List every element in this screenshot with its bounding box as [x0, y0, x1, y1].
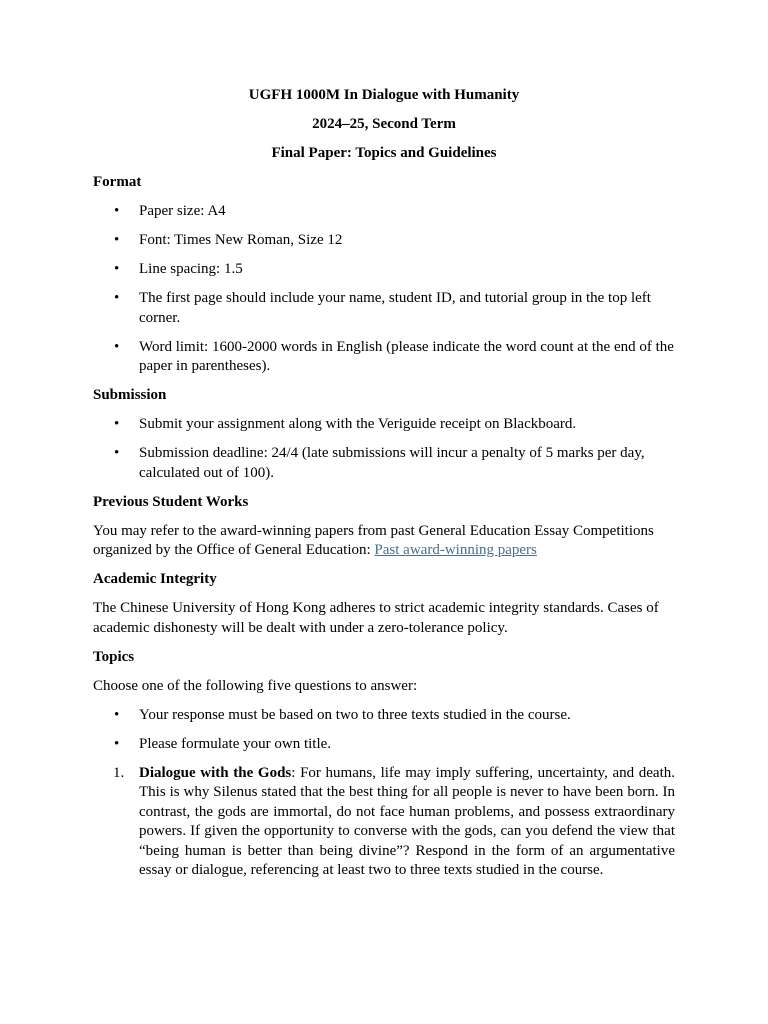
format-item: • Line spacing: 1.5	[93, 260, 675, 280]
topics-note: • Your response must be based on two to three texts studied in the course.	[93, 706, 675, 726]
format-list	[93, 202, 675, 377]
format-item: • Font: Times New Roman, Size 12	[93, 231, 675, 251]
academic-integrity-text: The Chinese University of Hong Kong adheres to strict academic integrity standards. Cases of academic dishonesty will be dealt with under a zero-tolerance policy.	[93, 600, 659, 636]
topics-heading: Topics	[93, 648, 135, 665]
questions-list	[93, 764, 675, 881]
course-title: UGFH 1000M In Dialogue with Humanity	[248, 87, 520, 103]
format-item: • Word limit: 1600-2000 words in English (please indicate the word count at the end of the paper in parentheses).	[93, 338, 675, 377]
question-body: : For humans, life may imply suffering, uncertainty, and death. This is why Silenus stated that the best thing for all people is never to have been born. In contrast, the gods are immortal, do not face human problems, and possess extraordinary powers. If given the opportunity to converse with the gods, can you defend the view that “being human is better than being divine”? Respond in the form of an argumentative essay or dialogue, referencing at least two to three texts studied in the course.	[139, 764, 675, 878]
submission-item: • Submission deadline: 24/4 (late submissions will incur a penalty of 5 marks per day, calculated out of 100).	[93, 444, 675, 483]
submission-list	[93, 415, 675, 483]
topics-notes-list	[93, 706, 675, 755]
submission-item: • Submit your assignment along with the Veriguide receipt on Blackboard.	[93, 415, 675, 435]
format-item: • Paper size: A4	[93, 202, 675, 222]
term-title: 2024–25, Second Term	[312, 116, 456, 132]
question-title: Dialogue with the Gods	[139, 764, 292, 781]
format-item: • The first page should include your name, student ID, and tutorial group in the top left corner.	[93, 289, 675, 328]
academic-integrity-heading: Academic Integrity	[93, 571, 217, 587]
topics-note: • Please formulate your own title.	[93, 735, 675, 755]
previous-works-text: You may refer to the award-winning papers from past General Education Essay Competitions organized by the Office of General Education:	[93, 522, 654, 558]
format-heading: Format	[93, 174, 142, 190]
paper-title: Final Paper: Topics and Guidelines	[271, 145, 497, 161]
award-winning-papers-link[interactable]: Past award-winning papers	[374, 542, 537, 558]
previous-works-paragraph	[93, 522, 675, 561]
topics-intro: Choose one of the following five questions to answer:	[93, 677, 418, 694]
question-item	[93, 764, 675, 881]
submission-heading: Submission	[93, 387, 167, 403]
previous-works-heading: Previous Student Works	[93, 493, 249, 510]
document-page	[93, 86, 675, 881]
question-number: 1.	[113, 764, 125, 781]
